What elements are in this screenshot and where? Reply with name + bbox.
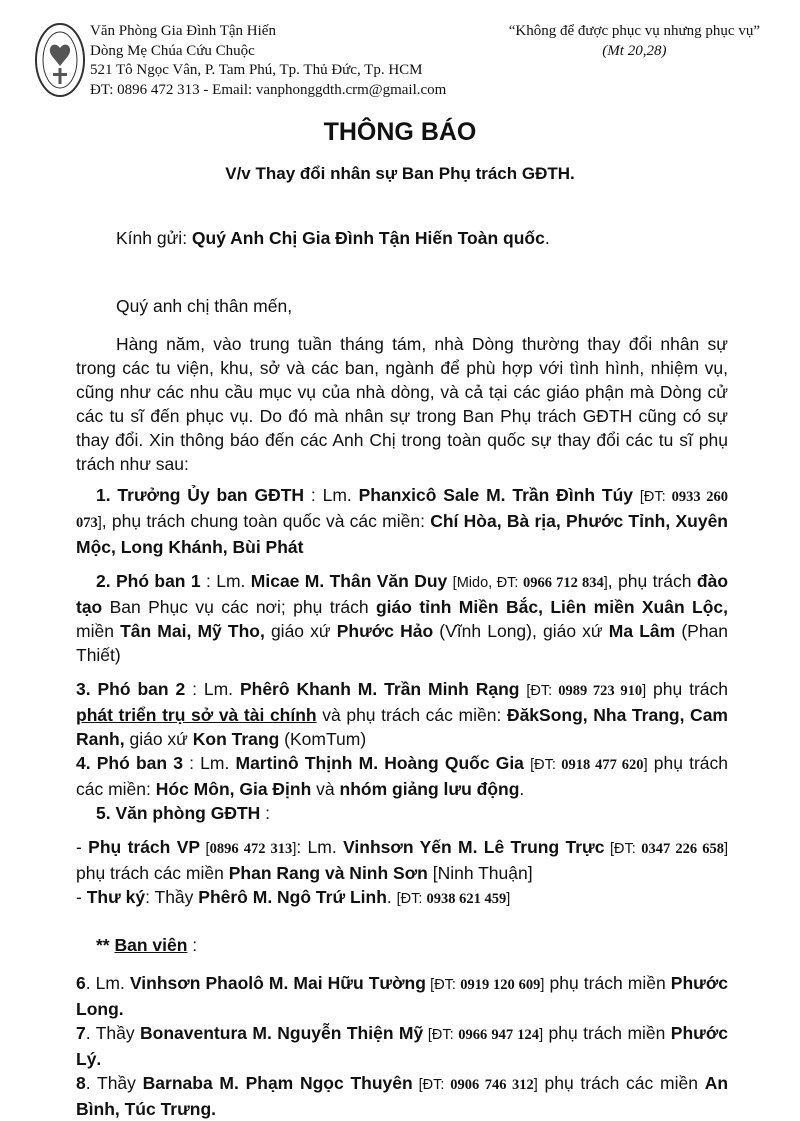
- motto-text: “Không để được phục vụ nhưng phục vụ”: [508, 23, 760, 39]
- person-name: Phêrô M. Ngô Trứ Linh: [198, 887, 387, 907]
- intro-paragraph: Hàng năm, vào trung tuần tháng tám, nhà Dòng thường thay đổi nhân sự trong các tu viện, khu, sở và các ban, ngành để phù hợp với tình hình, nhiệm vụ, cũng như các nhu cầu mục vụ của nhà dòng, và cả tại các giáo phận mà Dòng cử các tu sĩ đến phục vụ. Do đó mà nhân sự trong Ban Phụ trách GĐTH cũng có sự thay đổi. Xin thông báo đến các Anh Chị trong toàn quốc sự thay đổi các tu sĩ phụ trách như sau:: [76, 334, 728, 474]
- org-address: 521 Tô Ngọc Vân, P. Tam Phú, Tp. Thủ Đức, Tp. HCM: [90, 62, 423, 78]
- phone-number: 0347 226 658: [641, 841, 724, 857]
- secretary: - Thư ký: Thầy Phêrô M. Ngô Trứ Linh. [ĐT: 0938 621 459]: [76, 887, 511, 907]
- phone-number: 0906 746 312: [450, 1077, 534, 1093]
- document-subject: V/v Thay đổi nhân sự Ban Phụ trách GĐTH.: [225, 164, 575, 183]
- phone-number: 0918 477 620: [561, 757, 644, 773]
- letterhead: [0, 0, 800, 100]
- item-6: 6. Lm. Vinhsơn Phaolô M. Mai Hữu Tường [ĐT: 0919 120 609] phụ trách miền Phước Long.: [76, 973, 729, 1019]
- item-4: 4. Phó ban 3 : Lm. Martinô Thịnh M. Hoàng Quốc Gia [ĐT: 0918 477 620] phụ trách các miền: Hóc Môn, Gia Định và nhóm giảng lưu động.: [76, 753, 729, 799]
- congregation-seal-logo: [34, 22, 86, 98]
- person-name: Vinhsơn Yến M. Lê Trung Trực: [343, 837, 605, 857]
- item-2: 2. Phó ban 1 : Lm. Micae M. Thân Văn Duy [Mido, ĐT: 0966 712 834], phụ trách đào tạo Ban Phục vụ các nơi; phụ trách giáo tỉnh Miền Bắc, Liên miền Xuân Lộc, miền Tân Mai, Mỹ Tho, giáo xứ Phước Hảo (Vĩnh Long), giáo xứ Ma Lâm (Phan Thiết): [76, 571, 729, 665]
- document-body: [76, 226, 728, 1121]
- item-5: 5. Văn phòng GĐTH :: [96, 803, 271, 823]
- phone-number: 0989 723 910: [558, 683, 643, 699]
- phone-number: 0966 712 834: [522, 575, 604, 591]
- phone-number: 0919 120 609: [460, 977, 541, 993]
- item-1: 1. Trưởng Ủy ban GĐTH : Lm. Phanxicô Sale M. Trần Đình Túy [ĐT: 0933 260 073], phụ trách chung toàn quốc và các miền: Chí Hòa, Bà rịa, Phước Tỉnh, Xuyên Mộc, Long Khánh, Bùi Phát: [76, 485, 728, 557]
- members-heading: ** Ban viên :: [96, 935, 198, 955]
- org-name-line1: Văn Phòng Gia Đình Tận Hiến: [90, 23, 276, 39]
- phone-number: 0938 621 459: [426, 891, 507, 907]
- person-name: Micae M. Thân Văn Duy: [250, 571, 448, 591]
- item-8: 8. Thầy Barnaba M. Phạm Ngọc Thuyên [ĐT: 0906 746 312] phụ trách các miền An Bình, Túc Trưng.: [76, 1073, 729, 1119]
- person-name: Martinô Thịnh M. Hoàng Quốc Gia: [235, 753, 524, 773]
- person-name: Phanxicô Sale M. Trần Đình Túy: [358, 485, 633, 505]
- org-contact: ĐT: 0896 472 313 - Email: vanphonggdth.crm@gmail.com: [90, 81, 447, 98]
- phone-number: 0933 260 073: [76, 489, 728, 531]
- recipient: Quý Anh Chị Gia Đình Tận Hiến Toàn quốc: [191, 228, 545, 248]
- org-name-line2: Dòng Mẹ Chúa Cứu Chuộc: [90, 42, 255, 59]
- greeting: Kính gửi: Quý Anh Chị Gia Đình Tận Hiến Toàn quốc.: [116, 228, 550, 248]
- motto-reference: (Mt 20,28): [602, 42, 667, 59]
- person-name: Vinhsơn Phaolô M. Mai Hữu Tường: [129, 973, 426, 993]
- motto-block: [509, 22, 760, 61]
- salutation: Quý anh chị thân mến,: [116, 296, 293, 316]
- phone-number: 0896 472 313: [209, 841, 293, 857]
- organization-info: [90, 22, 446, 100]
- person-name: Bonaventura M. Nguyễn Thiện Mỹ: [140, 1023, 424, 1043]
- phone-number: 0966 947 124: [458, 1027, 540, 1043]
- person-name: Barnaba M. Phạm Ngọc Thuyên: [142, 1073, 413, 1093]
- office-head: - Phụ trách VP [0896 472 313]: Lm. Vinhsơn Yến M. Lê Trung Trực [ĐT: 0347 226 658] phụ trách các miền Phan Rang và Ninh Sơn [Ninh Thuận]: [76, 837, 728, 883]
- document-title: THÔNG BÁO: [323, 118, 477, 146]
- item-3: 3. Phó ban 2 : Lm. Phêrô Khanh M. Trần Minh Rạng [ĐT: 0989 723 910] phụ trách phát triển trụ sở và tài chính và phụ trách các miền: ĐăkSong, Nha Trang, Cam Ranh, giáo xứ Kon Trang (KomTum): [76, 679, 729, 749]
- person-name: Phêrô Khanh M. Trần Minh Rạng: [239, 679, 520, 699]
- item-7: 7. Thầy Bonaventura M. Nguyễn Thiện Mỹ [ĐT: 0966 947 124] phụ trách miền Phước Lý.: [76, 1023, 729, 1069]
